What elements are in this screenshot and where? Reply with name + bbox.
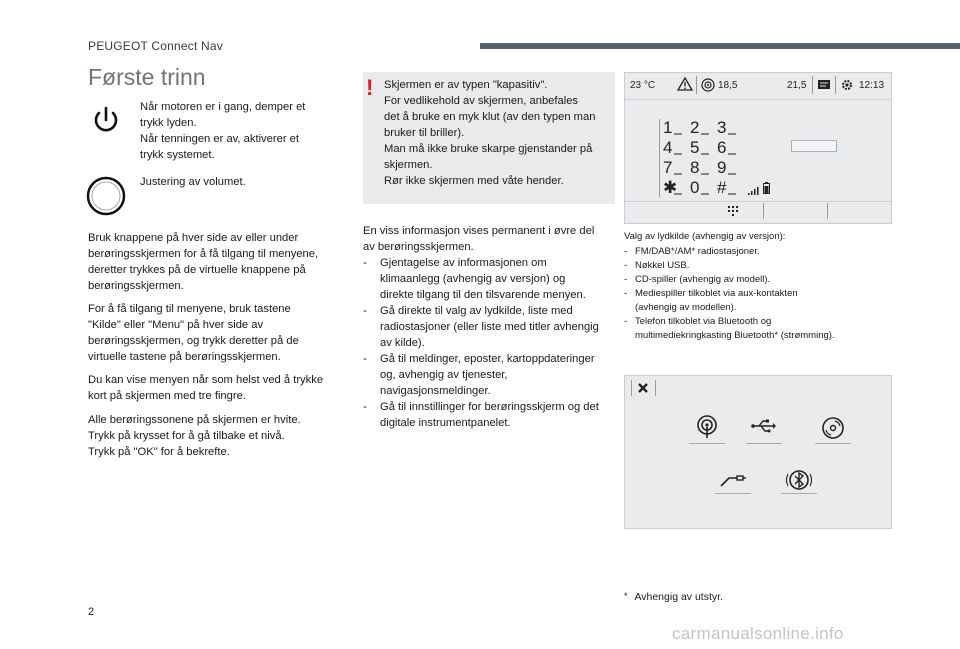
key-4: 4: [663, 138, 673, 157]
key-5: 5: [690, 138, 700, 157]
key-0: 0: [690, 178, 700, 197]
key-underlines: [663, 118, 747, 200]
volume-text: Justering av volumet.: [140, 176, 246, 188]
divider: [655, 380, 656, 396]
paragraph: Bruk knappene på hver side av eller under berøringsskjermen for å få tilgang til menyene, deretter trykkes på de virtuelle knappene på berøringsskjermen.: [88, 232, 319, 292]
list-item: - Gå til innstillinger for berøringsskjerm og det digitale instrumentpanelet.: [363, 399, 625, 431]
list-item: - Gå direkte til valg av lydkilde, liste med radiostasjoner (eller liste med titler avhengig av kilde).: [363, 303, 625, 351]
paragraph: For å få tilgang til menyene, bruk tastene "Kilde" eller "Menu" på hver side av berøringsskjermen, og trykk deretter på de virtuelle tastene på berøringsskjermen.: [88, 303, 299, 363]
status-bar: [625, 73, 891, 100]
bluetooth-streaming-icon: [785, 466, 813, 499]
page-title: Første trinn: [88, 64, 206, 90]
sources-list: [624, 245, 894, 343]
temperature-right: 21,5: [787, 80, 807, 91]
running-header: PEUGEOT Connect Nav: [88, 39, 223, 53]
key-9: 9: [717, 158, 727, 177]
radio-source-icon: [695, 414, 719, 445]
settings-gear-icon: [840, 78, 854, 95]
clock: 12:13: [859, 80, 885, 91]
dial-keypad-icon: [727, 205, 739, 224]
warning-triangle-icon: [677, 77, 693, 94]
warning-text: Skjermen er av typen "kapasitiv". For vedlikehold av skjermen, anbefales det å bruke en myk klut (av den typen man bruker til briller). Man må ikke bruke skarpe gjenstander på skjermen. Rør ikke skjermen med våte hender.: [384, 79, 596, 187]
divider: [763, 203, 764, 219]
divider: [746, 443, 782, 444]
radio-icon: [701, 78, 715, 95]
page-number: 2: [88, 606, 95, 618]
cd-icon: [821, 416, 845, 445]
number-display-field: [791, 140, 837, 152]
key-8: 8: [690, 158, 700, 177]
warning-icon: !: [366, 75, 374, 100]
radio-frequency: 18,5: [718, 80, 738, 91]
divider: [781, 493, 817, 494]
sources-intro: Valg av lydkilde (avhengig av versjon):: [624, 231, 786, 242]
key-2: 2: [690, 118, 700, 137]
divider: [631, 380, 632, 396]
info-intro: En viss informasjon vises permanent i øvre del av berøringsskjermen.: [363, 225, 595, 253]
message-icon: [817, 78, 831, 95]
battery-icon: [763, 181, 770, 199]
aux-jack-icon: [719, 474, 747, 493]
list-item: - FM/DAB*/AM* radiostasjoner.: [624, 245, 894, 259]
footnote: [624, 591, 723, 603]
key-star: ✱: [663, 178, 678, 197]
volume-knob-icon: [86, 176, 126, 216]
power-text: Når motoren er i gang, demper et trykk lyden. Når tenningen er av, aktiverer et trykk systemet.: [140, 101, 306, 161]
watermark: carmanualsonline.info: [672, 624, 844, 643]
divider: [696, 76, 697, 94]
divider: [815, 443, 851, 444]
paragraph: Alle berøringssonene på skjermen er hvite. Trykk på krysset for å gå tilbake et nivå. Trykk på "OK" for å bekrefte.: [88, 414, 301, 458]
divider: [689, 443, 725, 444]
list-item: - CD-spiller (avhengig av modell).: [624, 273, 894, 287]
list-item: - Telefon tilkoblet via Bluetooth og multimediekringkasting Bluetooth* (strømming).: [624, 315, 894, 343]
key-3: 3: [717, 118, 727, 137]
key-7: 7: [663, 158, 673, 177]
divider: [812, 76, 813, 94]
power-icon: [88, 102, 124, 138]
paragraph: Du kan vise menyen når som helst ved å trykke kort på skjermen med tre fingre.: [88, 374, 324, 402]
list-item: - Gjentagelse av informasjonen om klimaanlegg (avhengig av versjon) og direkte tilgang til den tilsvarende menyen.: [363, 255, 625, 303]
list-item: - Gå til meldinger, eposter, kartoppdateringer og, avhengig av tjenester, navigasjonsmeldinger.: [363, 351, 625, 399]
footnote-mark: *: [624, 591, 628, 601]
signal-strength-icon: [747, 183, 759, 201]
touchscreen-illustration: [624, 72, 892, 224]
divider: [827, 203, 828, 219]
list-item: - Nøkkel USB.: [624, 259, 894, 273]
footnote-text: Avhengig av utstyr.: [634, 591, 723, 603]
bottom-bar-divider: [625, 201, 891, 202]
key-6: 6: [717, 138, 727, 157]
header-bar: [480, 43, 960, 49]
source-selection-screen: [624, 375, 892, 529]
usb-icon: [751, 418, 777, 439]
info-list: [363, 255, 625, 431]
divider: [835, 76, 836, 94]
temperature-left: 23 °C: [630, 80, 656, 91]
divider: [715, 493, 751, 494]
key-hash: #: [717, 178, 727, 197]
list-item: - Mediespiller tilkoblet via aux-kontakten (avhengig av modellen).: [624, 287, 894, 315]
key-1: 1: [663, 118, 673, 137]
close-x-icon: [636, 381, 650, 400]
